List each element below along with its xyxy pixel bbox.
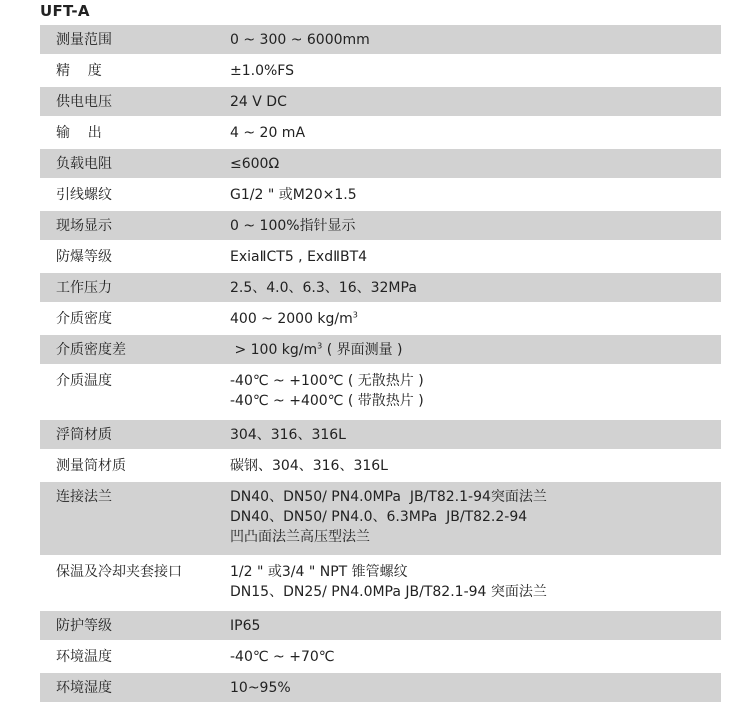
superscript: 3	[352, 310, 358, 320]
row-value: ≤600Ω	[230, 156, 280, 172]
spec-row-working-pressure	[40, 273, 721, 304]
row-value: 碳钢、304、316、316L	[230, 458, 388, 474]
spec-row-ambient-temperature	[40, 642, 721, 673]
spec-row-connection-flange	[40, 482, 721, 557]
row-label: 测量范围	[56, 32, 112, 48]
model-title: UFT-A	[40, 2, 90, 20]
row-label: 引线螺纹	[56, 187, 112, 203]
row-label: 现场显示	[56, 218, 112, 234]
row-label: 负载电阻	[56, 156, 112, 172]
row-label: 介质密度差	[56, 342, 126, 358]
row-value: > 100 $kg/m^3$ ( 界面测量 )	[230, 341, 403, 358]
row-value: G1/2 " 或M20×1.5	[230, 187, 357, 203]
row-value: ExiaⅡCT5 , ExdⅡBT4	[230, 249, 368, 265]
row-value: 400 ~ 2000 $kg/m^3$	[230, 310, 358, 327]
spec-row-measuring-range	[40, 25, 721, 56]
spec-row-load-resistance	[40, 149, 721, 180]
superscript: 3	[317, 341, 323, 351]
spec-row-density-difference	[40, 335, 721, 366]
row-label: 防护等级	[56, 618, 112, 634]
row-label: 工作压力	[56, 280, 112, 296]
row-label: 精 度	[56, 63, 102, 79]
spec-row-float-material	[40, 420, 721, 451]
row-value: 0 ~ 100%指针显示	[230, 218, 356, 234]
row-value: 304、316、316L	[230, 427, 346, 443]
spec-row-output	[40, 118, 721, 149]
spec-row-local-display	[40, 211, 721, 242]
row-label: 环境湿度	[56, 680, 112, 696]
row-label: 防爆等级	[56, 249, 112, 265]
row-value: 10~95%	[230, 680, 291, 696]
row-value: DN40、DN50/ PN4.0MPa JB/T82.1-94突面法兰 DN40、DN50/ PN4.0、6.3MPa JB/T82.2-94 凹凸面法兰高压型法兰	[230, 489, 547, 545]
row-label: 浮筒材质	[56, 427, 112, 443]
spec-row-medium-temperature	[40, 366, 721, 420]
spec-row-supply-voltage	[40, 87, 721, 118]
row-value: 0 ~ 300 ~ 6000mm	[230, 32, 370, 48]
row-label: 环境温度	[56, 649, 112, 665]
row-value: 1/2 " 或3/4 " NPT 锥管螺纹 DN15、DN25/ PN4.0MPa JB/T82.1-94 突面法兰	[230, 564, 547, 600]
row-label: 供电电压	[56, 94, 112, 110]
row-value: 4 ~ 20 mA	[230, 125, 306, 141]
row-value: IP65	[230, 618, 261, 634]
spec-row-accuracy	[40, 56, 721, 87]
row-value: 24 V DC	[230, 94, 287, 110]
row-label: 连接法兰	[56, 489, 112, 505]
spec-row-ambient-humidity	[40, 673, 721, 704]
row-label: 保温及冷却夹套接口	[56, 564, 182, 580]
spec-row-chamber-material	[40, 451, 721, 482]
row-label: 测量筒材质	[56, 458, 126, 474]
row-value: ±1.0%FS	[230, 63, 294, 79]
spec-row-lead-thread	[40, 180, 721, 211]
row-value: -40℃ ~ +70℃	[230, 649, 335, 665]
row-label: 介质密度	[56, 311, 112, 327]
spec-row-protection-class	[40, 611, 721, 642]
spec-row-medium-density	[40, 304, 721, 335]
row-label: 输 出	[56, 125, 102, 141]
spec-row-jacket-connection	[40, 557, 721, 611]
row-value: -40℃ ~ +100℃ ( 无散热片 ) -40℃ ~ +400℃ ( 带散热片 )	[230, 373, 424, 409]
row-value: 2.5、4.0、6.3、16、32MPa	[230, 280, 417, 296]
spec-table	[40, 25, 721, 704]
row-label: 介质温度	[56, 373, 112, 389]
spec-row-explosion-proof	[40, 242, 721, 273]
